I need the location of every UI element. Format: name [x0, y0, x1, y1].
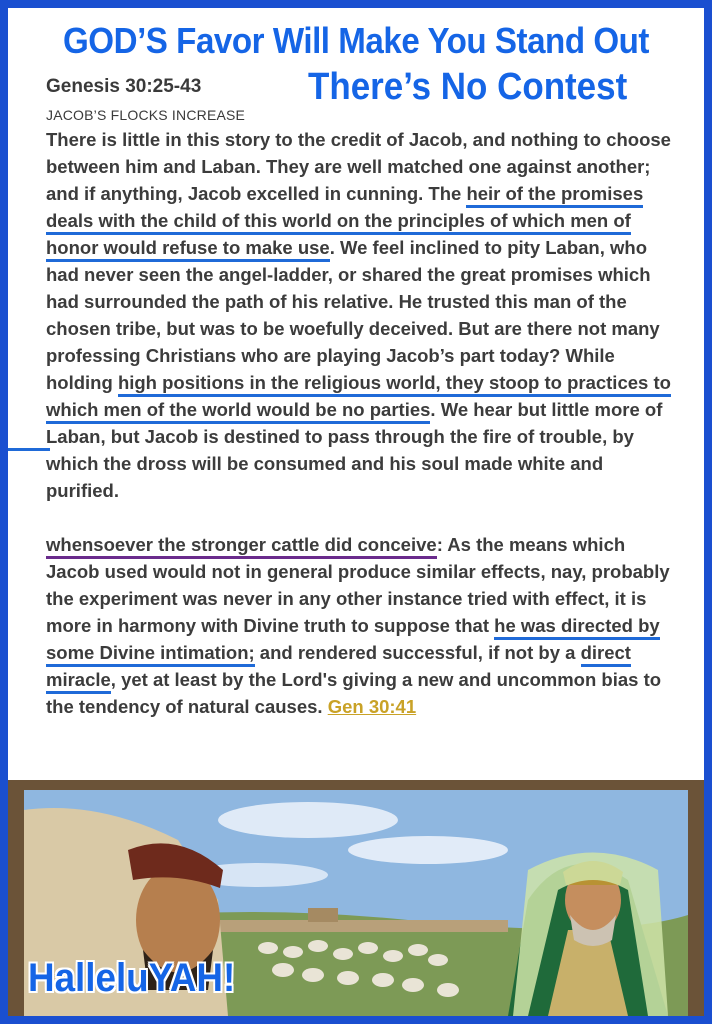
page-subtitle: There’s No Contest — [308, 66, 628, 108]
underlined-text: direct miracle — [46, 642, 631, 694]
commentary-body — [46, 126, 676, 720]
text-run: . We hear but little more of Laban, but Jacob is destined to pass through the fire of trouble, by which the dross will be consumed and his soul made white and purified. — [46, 399, 663, 501]
underline-stroke — [8, 448, 50, 451]
section-heading: JACOB’S FLOCKS INCREASE — [46, 107, 246, 123]
paragraph-1 — [46, 126, 676, 504]
verse-link[interactable]: Gen 30:41 — [327, 696, 417, 717]
scripture-reference: Genesis 30:25-43 — [46, 76, 202, 97]
halleluyah-banner: HalleluYAH! — [28, 956, 236, 1000]
text-run: and rendered successful, if not by a — [254, 642, 581, 663]
text-run: . We feel inclined to pity Laban, who had never seen the angel-ladder, or shared the great promises which had surrounded the path of his relative. He trusted this man of the chosen tribe, but was to be woefully deceived. But are there not many professing Christians who are playing Jacob’s part today? While holding — [46, 237, 660, 393]
page-title: GOD’S Favor Will Make You Stand Out — [63, 20, 649, 61]
text-run: , yet at least by the Lord's giving a new and uncommon bias to the tendency of natural causes. — [46, 669, 662, 717]
text-run: There is little in this story to the credit of Jacob, and nothing to choose between him and Laban. They are well matched one against another; and if anything, Jacob excelled in cunning. The — [46, 129, 671, 204]
underlined-text: heir of the promises deals with the child of this world on the principles of which men of honor would refuse to make use — [46, 183, 643, 262]
underlined-text: whensoever the stronger cattle did conceive — [46, 534, 437, 559]
text-run: : As the means which Jacob used would not in general produce similar effects, nay, probably the experiment was never in any other instance tried with effect, it is more in harmony with Divine truth to suppose that — [46, 534, 670, 636]
underlined-text: he was directed by some Divine intimation; — [46, 615, 660, 667]
underlined-text: high positions in the religious world, they stoop to practices to which men of the world would be no parties — [46, 372, 671, 424]
page-frame — [8, 8, 704, 1016]
paragraph-2 — [46, 531, 676, 720]
